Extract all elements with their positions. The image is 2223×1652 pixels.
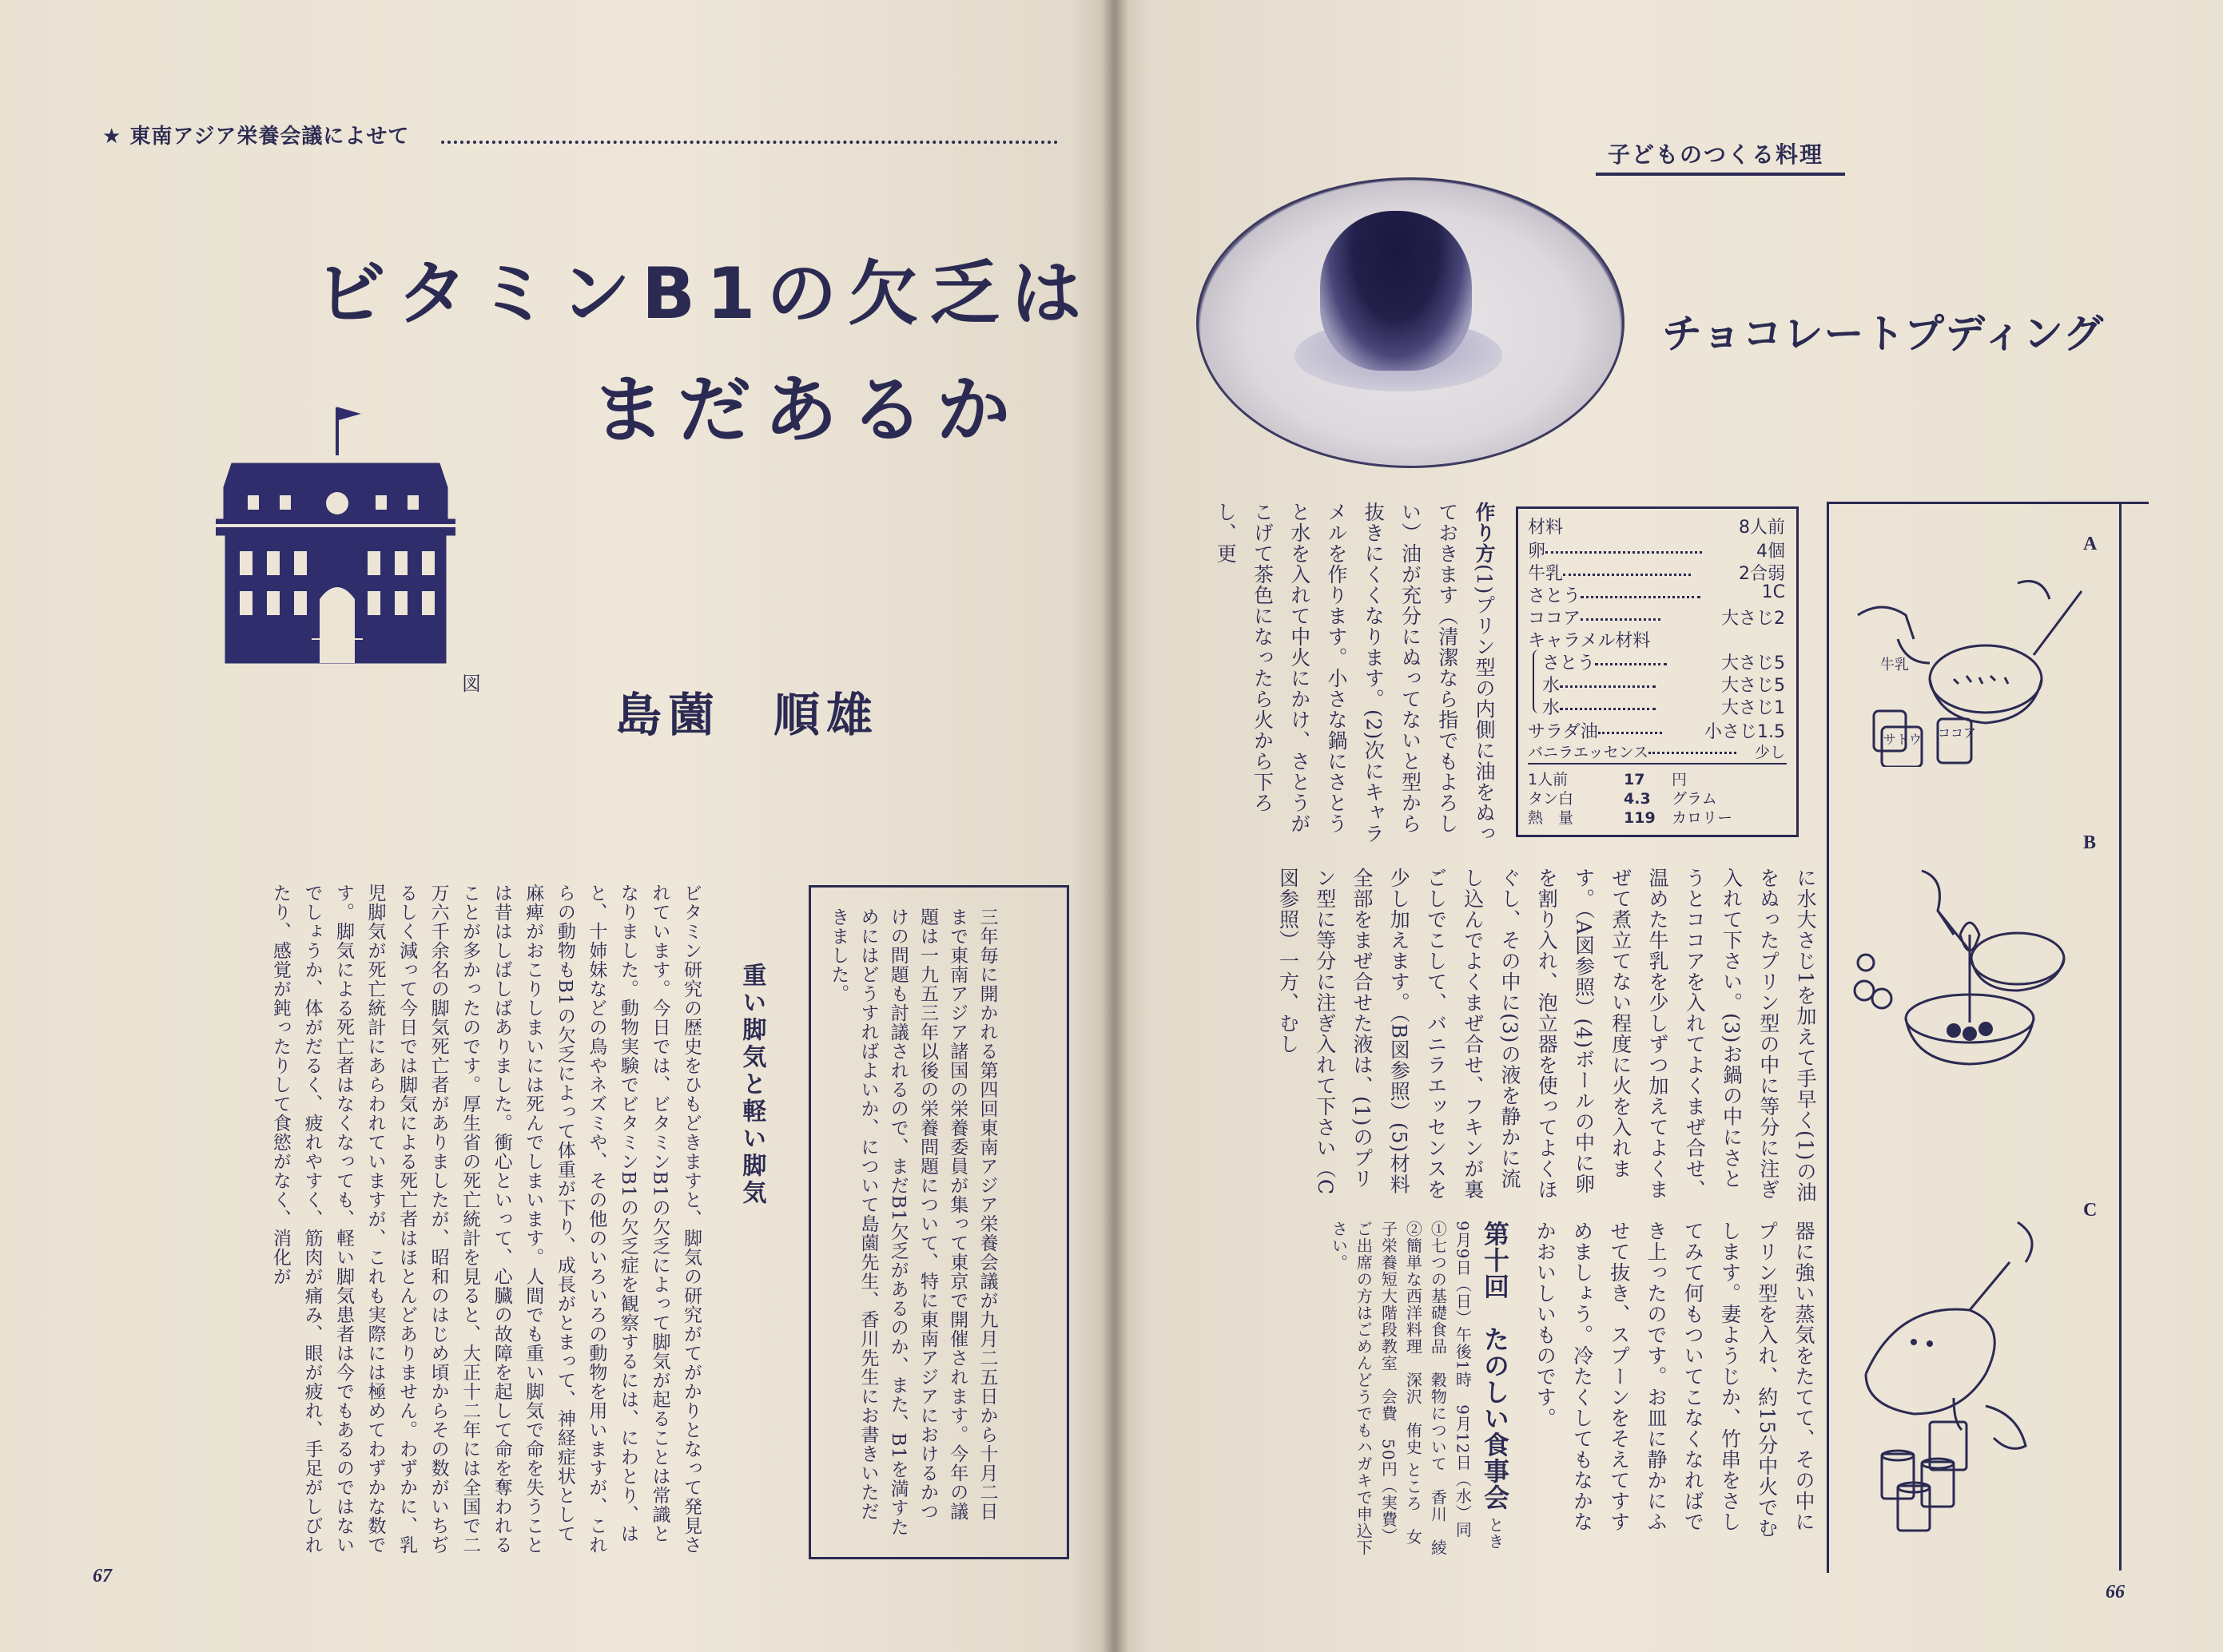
servings: 8人前 bbox=[1739, 518, 1785, 538]
caramel-row bbox=[1542, 649, 1785, 674]
event-where: ところ 女子栄養短大階段教室 会費 50円（実費） bbox=[1378, 1221, 1423, 1546]
method-text: (1)プリン型の内側に油をぬっておきます（清潔なら指でもよろしい）油が充分にぬってないと型から抜きにくくなります。(2)次にキャラメルを作ります。小さな鍋にさとうと水を入れて中火にかけ、さとうがこげて茶色になったら火から下ろし、更 bbox=[1214, 502, 1496, 844]
article-title-line2: まだあるか bbox=[591, 367, 1024, 453]
ingredient-name: 牛乳 bbox=[1528, 564, 1564, 584]
event-when: とき 9月9日（日）午後1時 9月12日（水）同 bbox=[1453, 1221, 1505, 1567]
caramel-row bbox=[1542, 672, 1785, 697]
caramel-label: キャラメル材料 bbox=[1528, 631, 1651, 651]
author-name: 島薗 順雄 bbox=[615, 688, 880, 742]
milk-label: 牛乳 bbox=[1880, 657, 1909, 673]
ingredient-row bbox=[1528, 582, 1785, 607]
page-number-right: 66 bbox=[2106, 1582, 2125, 1602]
nutrition-label: 熱 量 bbox=[1528, 809, 1574, 827]
caramel-brace bbox=[1533, 649, 1542, 713]
intro-text: 三年毎に開かれる第四回東南アジア栄養会議が九月二五日から十月二日まで東南アジア諸国の栄養委員が集って東京で開催されます。今年の議題は一九五三年以後の栄養問題について、特に東南アジアにおけるかつけの問題も討議されるので、まだB1欠乏があるのか、また、B1を満すためにはどうすればよいか、について島薗先生、香川先生にお書きいただきました。 bbox=[828, 907, 998, 1537]
figure-label-b: B bbox=[2083, 832, 2097, 853]
nutrition-unit: カロリー bbox=[1672, 809, 1733, 827]
ingredient-name: 水 bbox=[1542, 676, 1561, 696]
article-title-line1: ビタミンB1の欠乏は bbox=[316, 252, 1093, 335]
nutrition-label: タン白 bbox=[1528, 790, 1574, 808]
nutrition-row bbox=[1528, 787, 1717, 808]
ingredient-amount: 小さじ1.5 bbox=[1704, 722, 1785, 742]
pudding bbox=[1320, 211, 1472, 371]
nutrition-value: 17 bbox=[1624, 771, 1645, 788]
nutrition-label: 1人前 bbox=[1528, 771, 1569, 788]
header-rule bbox=[441, 141, 1058, 144]
section-heading: 重い脚気と軽い脚気 bbox=[738, 963, 766, 1207]
ingredient-amount: 大さじ1 bbox=[1721, 698, 1785, 718]
extra-row bbox=[1528, 718, 1785, 743]
ingredient-name: ココア bbox=[1528, 609, 1581, 629]
ingredient-amount: 大さじ5 bbox=[1721, 676, 1785, 696]
nutrition-unit: 円 bbox=[1672, 771, 1688, 788]
nutrition-rule bbox=[1528, 763, 1787, 764]
article-body: ビタミン研究の歴史をひもどきますと、脚気の研究がてがかりとなって発見されています。今日では、ビタミンB1の欠乏によって脚気が起ることは常識となりました。動物実験でビタミンB1の欠乏症を観察するには、にわとり、はと、十姉妹などの鳥やネズミや、その他のいろいろの動物を用いますが、これらの動物もB1の欠乏によって体重が下り、成長がとまって、神経症状として麻痺がおこりしまいには死んでしまいます。人間でも重い脚気で命を失うことは昔はしばしばありました。衝心といって、心臓の故障を起して命を奪われることが多かったのです。厚生省の死亡統計を見ると、大正十二年には全国で二万六千余名の脚気死亡者がありましたが、昭和のはじめ頃からその数がいちぢるしく減って今日では脚気による死亡者はほとんどありません。わずかに、乳児脚気が死亡統計にあらわれていますが、これも実際には極めてわずかな数です。脚気による死亡者はなくなっても、軽い脚気患者は今でもあるのではないでしょうか、体がだるく、疲れやすく、筋肉が痛み、眼が疲れ、手足がしびれたり、感覚が鈍ったりして食慾がなく、消化が bbox=[269, 884, 702, 1555]
ingredient-amount: 少し bbox=[1754, 744, 1785, 761]
event-topics: ①七つの基礎食品 穀物について 香川 綾 ②簡単な西洋料理 深沢 侑史 bbox=[1403, 1221, 1448, 1573]
figure-label-c: C bbox=[2083, 1200, 2098, 1221]
ingredient-row bbox=[1528, 538, 1785, 562]
method-steps-bottom: 器に強い蒸気をたてて、その中にプリン型を入れ、約15分中火でむします。妻ようじか、竹串をさしてみて何もついてこなくなればでき上ったのです。お皿に静かにふせて抜き、スプーンをそえてすすめましょう。冷たくしてもなかなかおいしいものです。 bbox=[1533, 1221, 1815, 1539]
illustration-frame-right bbox=[2119, 502, 2122, 1571]
ingredient-row bbox=[1528, 560, 1785, 585]
ingredient-name: バニラエッセンス bbox=[1528, 744, 1649, 761]
right-page bbox=[1115, 0, 2223, 1652]
nutrition-row bbox=[1528, 768, 1687, 789]
event-notice bbox=[1163, 1221, 1514, 1573]
series-header: ★ 東南アジア栄養会議によせて bbox=[102, 125, 410, 149]
sugar-can-label: サトウ bbox=[1883, 732, 1923, 747]
method-steps-middle: に水大さじ1を加えて手早く(1)の油をぬったプリン型の中に等分に注ぎ入れて下さい。(3)お鍋の中にさとうとココアを入れてよくまぜ合せ、温めた牛乳を少しずつ加えてよくまぜて煮立てない程度に火を入れます。（A図参照）(4)ボールの中に卵を割り入れ、泡立器を使ってよくほぐし、その中に(3)の液を静かに流し込んでよくまぜ合せ、フキンが裏ごしでこして、バニラエッセンスを少し加えます。（B図参照）(5)材料全部をまぜ合せた液は、(1)のプリン型に等分に注ぎ入れて下さい（C図参照）一方、むし bbox=[1276, 868, 1817, 1203]
ingredient-name: 卵 bbox=[1528, 542, 1546, 562]
page-number-left: 67 bbox=[93, 1566, 112, 1586]
building-illustration bbox=[216, 399, 455, 671]
caramel-row bbox=[1542, 694, 1785, 719]
ingredients-header bbox=[1528, 514, 1785, 538]
ingredient-amount: 1C bbox=[1761, 582, 1785, 602]
book-gutter bbox=[1101, 0, 1128, 1652]
illustrator-mark: 図 bbox=[462, 673, 481, 695]
ingredient-amount: 2合弱 bbox=[1739, 564, 1785, 584]
ingredients-label: 材料 bbox=[1528, 518, 1564, 538]
cocoa-can-label: ココア bbox=[1938, 725, 1977, 741]
ingredient-amount: 大さじ5 bbox=[1721, 653, 1785, 673]
extra-row bbox=[1528, 741, 1785, 762]
event-note: ご出席の方はごめんどうでもハガキで申込下さい。 bbox=[1329, 1221, 1374, 1556]
ingredient-amount: 大さじ2 bbox=[1721, 609, 1785, 629]
nutrition-unit: グラム bbox=[1672, 790, 1717, 808]
ingredient-name: サラダ油 bbox=[1528, 722, 1598, 742]
method-title: 作り方 bbox=[1473, 502, 1496, 564]
ingredient-name: 水 bbox=[1542, 698, 1561, 718]
event-title: 第十回 たのしい食事会 bbox=[1480, 1221, 1510, 1511]
ingredient-amount: 4個 bbox=[1756, 542, 1785, 562]
ingredient-row bbox=[1528, 605, 1785, 629]
nutrition-value: 4.3 bbox=[1624, 790, 1651, 808]
ingredients-box bbox=[1516, 506, 1799, 837]
nutrition-value: 119 bbox=[1624, 809, 1656, 827]
figure-c-drawing bbox=[1850, 1214, 2090, 1550]
nutrition-row bbox=[1528, 806, 1732, 828]
figure-b-drawing bbox=[1850, 863, 2090, 1070]
ingredient-name: さとう bbox=[1528, 586, 1581, 606]
method-steps-top bbox=[1167, 502, 1502, 845]
ingredient-name: さとう bbox=[1542, 653, 1596, 673]
figure-label-a: A bbox=[2083, 534, 2098, 554]
recipe-title: チョコレートプディング bbox=[1662, 311, 2104, 357]
series-header: 子どものつくる料理 bbox=[1608, 141, 1824, 168]
